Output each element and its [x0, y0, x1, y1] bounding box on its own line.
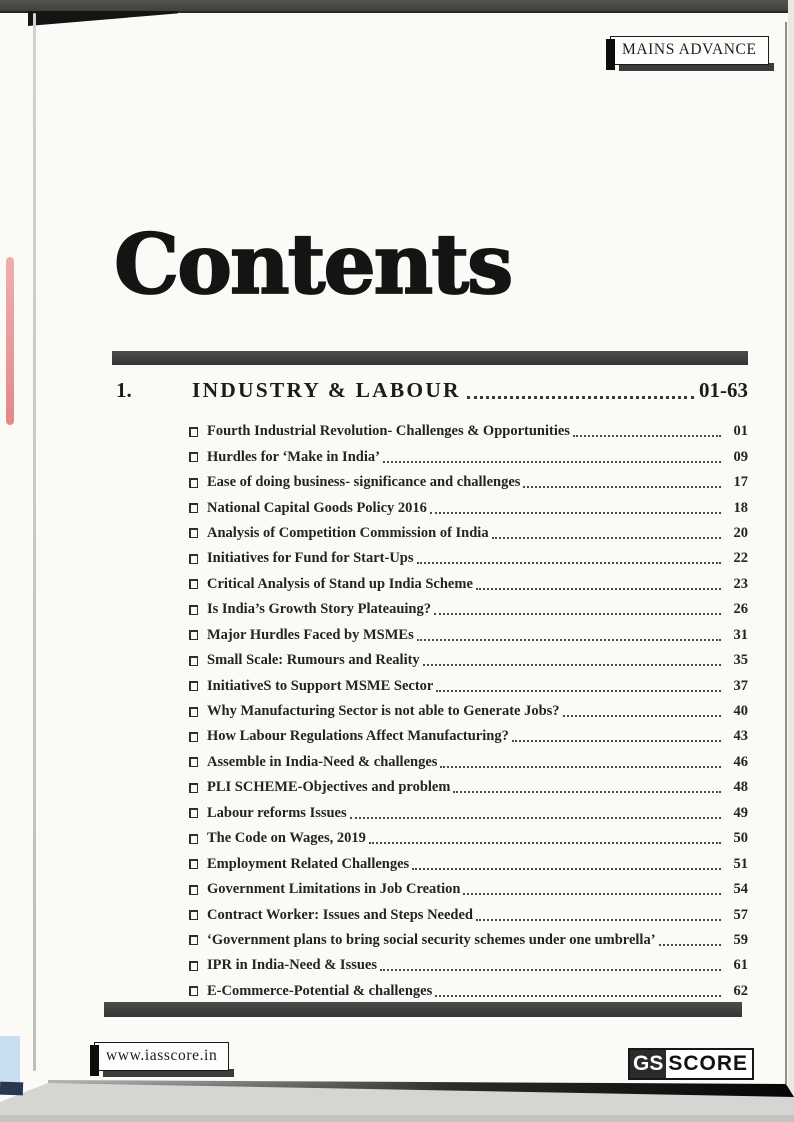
dot-leader [430, 503, 721, 514]
toc-item-page: 22 [733, 550, 748, 567]
badge-label: MAINS ADVANCE [610, 36, 769, 65]
toc-list [189, 419, 748, 1004]
section-number: 1. [116, 378, 132, 402]
toc-item-page: 37 [733, 677, 748, 694]
dot-leader [380, 960, 721, 971]
dot-leader [563, 706, 721, 717]
toc-item-title: The Code on Wages, 2019 [207, 830, 366, 847]
square-bullet-icon [189, 859, 198, 869]
badge-left-bar [606, 39, 615, 70]
square-bullet-icon [189, 579, 198, 589]
toc-item-title: How Labour Regulations Affect Manufacturing? [207, 728, 509, 745]
dot-leader [383, 452, 721, 463]
dot-leader [350, 808, 721, 819]
dot-leader [463, 884, 721, 895]
toc-item-title: PLI SCHEME-Objectives and problem [207, 779, 451, 796]
toc-item-page: 48 [733, 779, 748, 796]
square-bullet-icon [189, 757, 198, 767]
dot-leader [659, 935, 721, 946]
square-bullet-icon [189, 986, 198, 996]
dot-leader [417, 630, 721, 641]
toc-item-title: Is India’s Growth Story Plateauing? [207, 601, 431, 618]
toc-item-page: 20 [733, 524, 748, 541]
toc-item-title: InitiativeS to Support MSME Sector [207, 677, 434, 694]
toc-item [189, 444, 748, 469]
toc-item-title: Small Scale: Rumours and Reality [207, 652, 420, 669]
toc-item-page: 50 [733, 830, 748, 847]
dot-leader [492, 528, 721, 539]
toc-item [189, 851, 748, 876]
toc-item-page: 62 [733, 982, 748, 999]
square-bullet-icon [189, 656, 198, 666]
toc-item-title: Major Hurdles Faced by MSMEs [207, 626, 414, 643]
website-url: www.iasscore.in [94, 1042, 229, 1071]
dot-leader [440, 757, 721, 768]
divider-bar-top [112, 351, 748, 365]
toc-item-title: Fourth Industrial Revolution- Challenges & Opportunities [207, 423, 570, 440]
toc-item [189, 648, 748, 673]
square-bullet-icon [189, 503, 198, 513]
toc-item-page: 35 [733, 652, 748, 669]
toc-item [189, 521, 748, 546]
toc-item-title: E-Commerce-Potential & challenges [207, 982, 433, 999]
square-bullet-icon [189, 452, 198, 462]
toc-item [189, 775, 748, 800]
square-bullet-icon [189, 707, 198, 717]
mains-advance-badge [610, 36, 769, 65]
toc-item [189, 826, 748, 851]
square-bullet-icon [189, 427, 198, 437]
toc-item-title: National Capital Goods Policy 2016 [207, 499, 427, 516]
square-bullet-icon [189, 910, 198, 920]
toc-item-page: 57 [733, 906, 748, 923]
dot-leader [453, 782, 721, 793]
website-stamp [94, 1042, 229, 1071]
square-bullet-icon [189, 681, 198, 691]
toc-item-title: Assemble in India-Need & challenges [207, 753, 438, 770]
toc-item [189, 877, 748, 902]
square-bullet-icon [189, 732, 198, 742]
square-bullet-icon [189, 885, 198, 895]
toc-item-title: Ease of doing business- significance and challenges [207, 474, 521, 491]
dot-leader [476, 910, 721, 921]
toc-item [189, 953, 748, 978]
gsscore-logo-score: SCORE [668, 1052, 749, 1075]
page-spine-line [33, 13, 36, 1071]
toc-item-title: Contract Worker: Issues and Steps Needed [207, 906, 473, 923]
toc-item-page: 18 [733, 499, 748, 516]
toc-item-title: Hurdles for ‘Make in India’ [207, 448, 380, 465]
toc-item [189, 623, 748, 648]
toc-item-title: IPR in India-Need & Issues [207, 957, 377, 974]
toc-item [189, 572, 748, 597]
dot-leader [369, 833, 721, 844]
toc-item [189, 673, 748, 698]
toc-item [189, 750, 748, 775]
gsscore-logo [628, 1048, 754, 1080]
toc-item [189, 724, 748, 749]
toc-item-page: 43 [733, 728, 748, 745]
toc-item-page: 23 [733, 575, 748, 592]
square-bullet-icon [189, 478, 198, 488]
square-bullet-icon [189, 961, 198, 971]
dot-leader [476, 579, 721, 590]
square-bullet-icon [189, 554, 198, 564]
section-title: INDUSTRY & LABOUR [192, 378, 461, 402]
toc-item [189, 928, 748, 953]
dot-leader [512, 731, 721, 742]
square-bullet-icon [189, 783, 198, 793]
toc-item-title: ‘Government plans to bring social security schemes under one umbrella’ [207, 931, 656, 948]
dot-leader [434, 604, 721, 615]
gsscore-logo-gs: GS [630, 1050, 666, 1078]
toc-item-page: 59 [733, 931, 748, 948]
dot-leader [523, 477, 721, 488]
toc-item-page: 01 [733, 423, 748, 440]
toc-item [189, 546, 748, 571]
toc-item [189, 470, 748, 495]
section-page-range: 01-63 [699, 378, 748, 402]
toc-item-page: 40 [733, 703, 748, 720]
page-right-edge-line [785, 22, 787, 1084]
square-bullet-icon [189, 528, 198, 538]
dot-leader [435, 986, 721, 997]
square-bullet-icon [189, 630, 198, 640]
toc-item-page: 61 [733, 957, 748, 974]
spine-pink-mark [6, 257, 14, 425]
divider-bar-bottom [104, 1002, 742, 1017]
toc-item [189, 979, 748, 1004]
scan-top-left-shadow [28, 11, 178, 26]
toc-item [189, 801, 748, 826]
toc-item-page: 54 [733, 881, 748, 898]
square-bullet-icon [189, 808, 198, 818]
toc-item-page: 51 [733, 855, 748, 872]
toc-item-title: Analysis of Competition Commission of India [207, 524, 489, 541]
toc-item [189, 699, 748, 724]
toc-item [189, 902, 748, 927]
dot-leader [467, 386, 694, 399]
scan-right-margin [788, 0, 794, 1122]
toc-item-title: Labour reforms Issues [207, 804, 347, 821]
dot-leader [412, 859, 721, 870]
toc-item-title: Employment Related Challenges [207, 855, 410, 872]
toc-item-page: 31 [733, 626, 748, 643]
toc-item-page: 46 [733, 753, 748, 770]
toc-item [189, 419, 748, 444]
toc-item [189, 495, 748, 520]
toc-item-title: Critical Analysis of Stand up India Scheme [207, 575, 473, 592]
square-bullet-icon [189, 834, 198, 844]
toc-item-title: Why Manufacturing Sector is not able to Generate Jobs? [207, 703, 560, 720]
book-cover-navy-corner [0, 1082, 23, 1096]
toc-item-page: 49 [733, 804, 748, 821]
toc-item-page: 26 [733, 601, 748, 618]
square-bullet-icon [189, 605, 198, 615]
website-stamp-left-bar [90, 1045, 99, 1076]
page-title: Contents [114, 217, 512, 313]
toc-item-page: 09 [733, 448, 748, 465]
dot-leader [436, 681, 721, 692]
book-cover-blue-corner [0, 1036, 20, 1084]
toc-item-title: Initiatives for Fund for Start-Ups [207, 550, 414, 567]
toc-item-title: Government Limitations in Job Creation [207, 881, 461, 898]
section-header [116, 378, 748, 403]
toc-item [189, 597, 748, 622]
square-bullet-icon [189, 935, 198, 945]
dot-leader [573, 426, 721, 437]
dot-leader [417, 553, 722, 564]
dot-leader [423, 655, 721, 666]
toc-item-page: 17 [733, 474, 748, 491]
